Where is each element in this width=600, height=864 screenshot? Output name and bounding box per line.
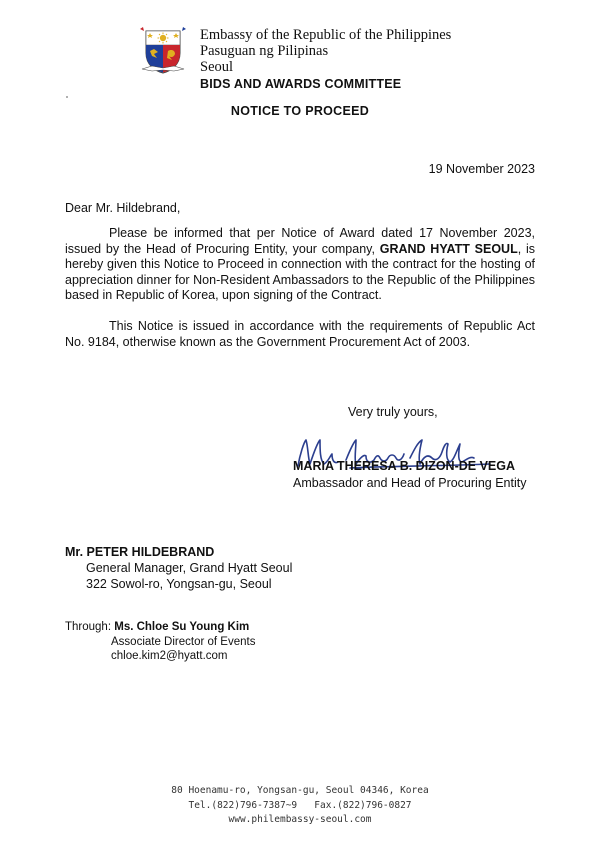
footer-contact: Tel.(822)796-7387~9 Fax.(822)796-0827 (188, 799, 412, 811)
embassy-name: Embassy of the Republic of the Philippines (200, 27, 452, 43)
footer-address: 80 Hoenamu-ro, Yongsan-gu, Seoul 04346, Korea (171, 785, 429, 796)
recipient-position: General Manager, Grand Hyatt Seoul (86, 561, 293, 575)
paragraph-1-text-end: , is hereby given this Notice to Proceed in connection with the contract for the hosting of appreciation dinner for Non-Resident Ambassadors to the Republic of the Philippines based in Republic of Korea, upon signing of the Contract. (65, 241, 535, 303)
philippine-seal-icon (138, 25, 188, 75)
footer (0, 784, 600, 828)
paragraph-1-text-start: Please be informed that per Notice of Award dated 17 November 2023, issued by the Head of Procuring Entity, your company, (65, 226, 535, 256)
embassy-city: Seoul (200, 59, 234, 75)
signatory-title: Ambassador and Head of Procuring Entity (293, 476, 527, 490)
through-line (65, 621, 249, 633)
through-email: chloe.kim2@hyatt.com (111, 650, 228, 662)
recipient-address: 322 Sowol-ro, Yongsan-gu, Seoul (86, 577, 272, 591)
embassy-name-filipino: Pasuguan ng Pilipinas (200, 43, 329, 59)
recipient-name: Mr. PETER HILDEBRAND (65, 545, 215, 559)
salutation: Dear Mr. Hildebrand, (65, 201, 181, 215)
through-position: Associate Director of Events (111, 636, 256, 648)
document-title: NOTICE TO PROCEED (230, 104, 370, 118)
footer-website: www.philembassy-seoul.com (228, 814, 372, 825)
company-name: GRAND HYATT SEOUL (379, 241, 518, 256)
through-label: Through: (65, 621, 115, 633)
speck (66, 96, 68, 98)
closing: Very truly yours, (348, 405, 438, 419)
letterhead (200, 27, 451, 75)
letter-date: 19 November 2023 (428, 162, 535, 176)
body-paragraph-2: This Notice is issued in accordance with the requirements of Republic Act No. 9184, otherwise known as the Government Procurement Act of 2003. (65, 319, 535, 349)
through-name: Ms. Chloe Su Young Kim (114, 621, 250, 633)
body-paragraph-1 (65, 226, 535, 304)
committee-name: BIDS AND AWARDS COMMITTEE (200, 77, 402, 91)
signatory-name: MARIA THERESA B. DIZON-DE VEGA (293, 459, 515, 473)
